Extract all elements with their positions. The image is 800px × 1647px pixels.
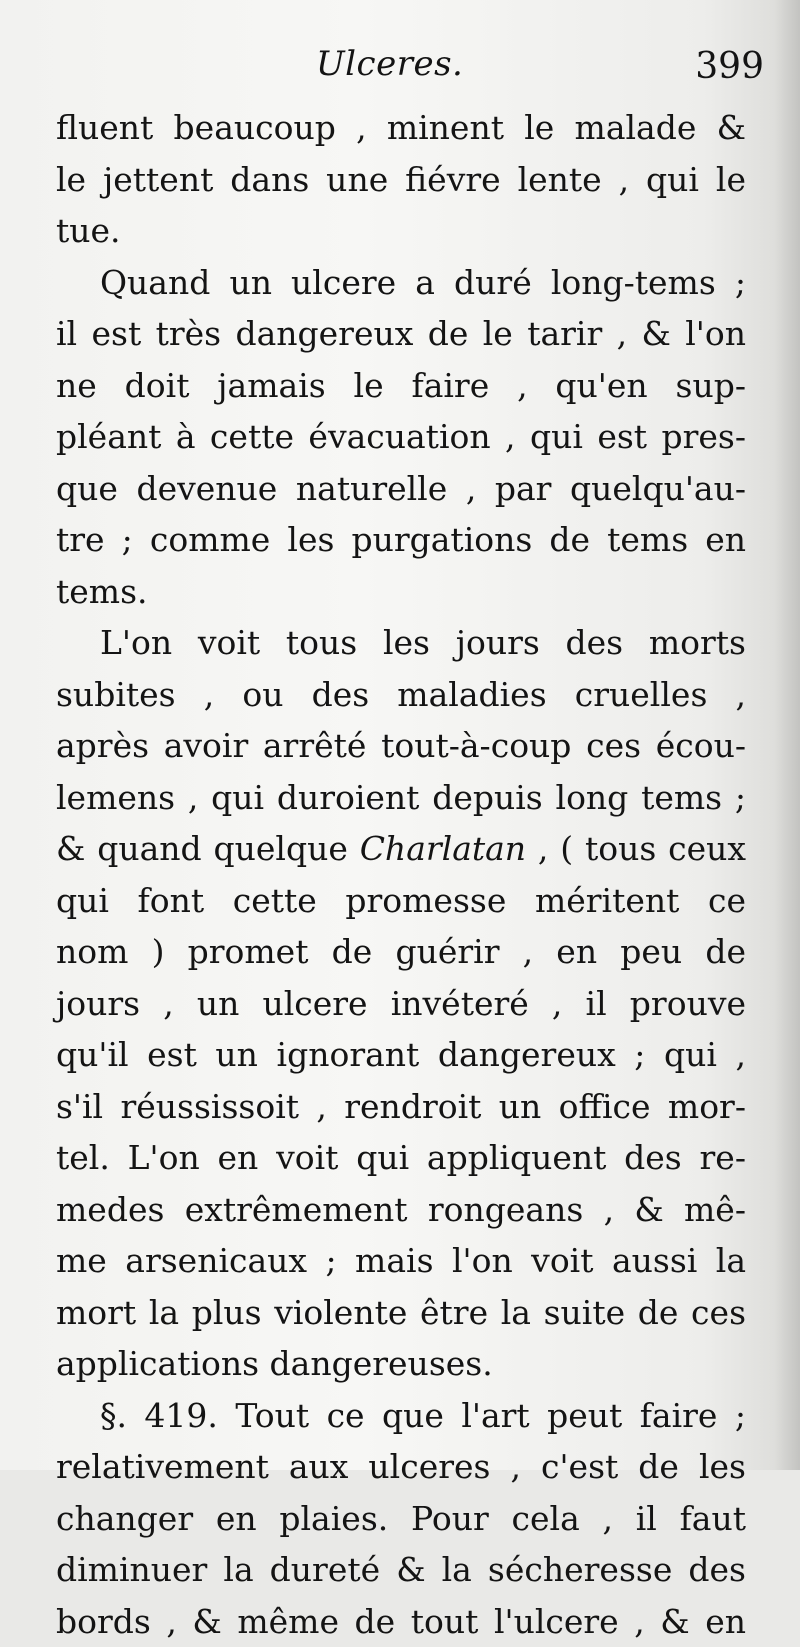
text-line: applications dangereuses. [56,1338,746,1390]
text-line: Quand un ulcere a duré long-tems ; [56,257,746,309]
text-line: tems. [56,566,746,618]
text-line: tel. L'on en voit qui appliquent des re- [56,1132,746,1184]
text-line: L'on voit tous les jours des morts [56,617,746,669]
text-line: tre ; comme les purgations de tems en [56,514,746,566]
text-line: changer en plaies. Pour cela , il faut [56,1493,746,1545]
text-segment: , ( tous ceux [526,829,746,868]
text-line: mort la plus violente être la suite de ces [56,1287,746,1339]
text-line: que devenue naturelle , par quelqu'au- [56,463,746,515]
text-line: fluent beaucoup , minent le malade & [56,102,746,154]
text-line: le jettent dans une fiévre lente , qui le [56,154,746,206]
italic-term: Charlatan [360,829,526,868]
text-line: nom ) promet de guérir , en peu de [56,926,746,978]
text-segment: & quand quelque [56,829,360,868]
text-line: medes extrêmement rongeans , & mê- [56,1184,746,1236]
text-line: lemens , qui duroient depuis long tems ; [56,772,746,824]
text-line: qui font cette promesse méritent ce [56,875,746,927]
text-line: relativement aux ulceres , c'est de les [56,1441,746,1493]
text-line [56,823,746,875]
text-line: il est très dangereux de le tarir , & l'on [56,308,746,360]
page-header [0,44,800,94]
text-line: bords , & même de tout l'ulcere , & en [56,1596,746,1647]
text-line: qu'il est un ignorant dangereux ; qui , [56,1029,746,1081]
text-line: §. 419. Tout ce que l'art peut faire ; [56,1390,746,1442]
text-line: ne doit jamais le faire , qu'en sup- [56,360,746,412]
text-line: tue. [56,205,746,257]
page-number: 399 [695,46,764,87]
running-head: Ulceres. [316,44,463,84]
text-line: jours , un ulcere invéteré , il prouve [56,978,746,1030]
body-text [56,102,746,1647]
text-line: me arsenicaux ; mais l'on voit aussi la [56,1235,746,1287]
text-line: après avoir arrêté tout-à-coup ces écou- [56,720,746,772]
text-line: s'il réussissoit , rendroit un office mor- [56,1081,746,1133]
text-line: subites , ou des maladies cruelles , [56,669,746,721]
text-line: pléant à cette évacuation , qui est pres- [56,411,746,463]
text-line: diminuer la dureté & la sécheresse des [56,1544,746,1596]
